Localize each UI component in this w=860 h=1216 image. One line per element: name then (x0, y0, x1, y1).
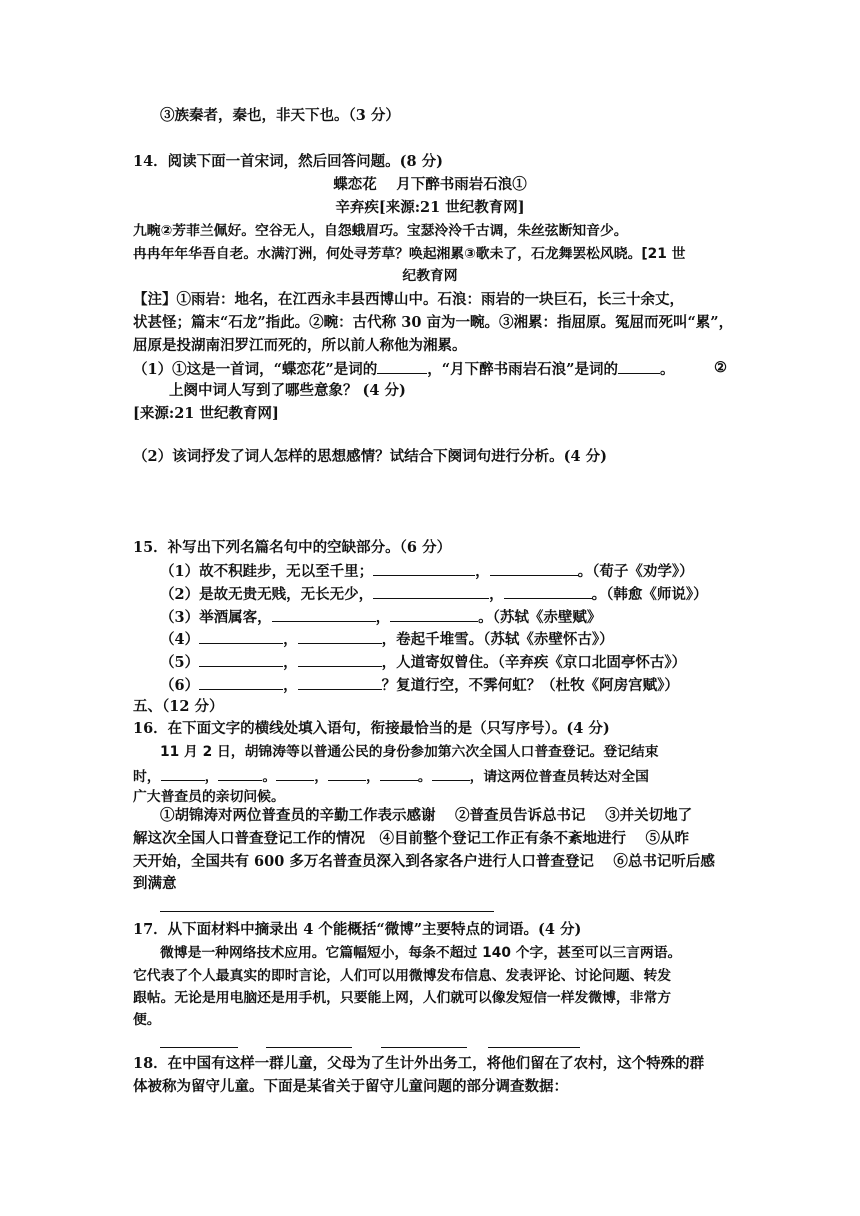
q17-answer-line-3[interactable] (381, 1047, 467, 1048)
period: 。 (262, 769, 277, 785)
source-note: [来源:21 世纪教育网] (133, 405, 279, 422)
q15-item-4 (160, 628, 614, 650)
q14-sub1-marker-2: ② (714, 359, 727, 376)
q17-answer-line-2[interactable] (266, 1047, 352, 1048)
q15-item-4-text: ，卷起千堆雪。（苏轼《赤壁怀古》） (381, 631, 614, 648)
answer-blank[interactable] (373, 583, 489, 599)
q16-option-line-1: ①胡锦涛对两位普查员的辛勤工作表示感谢 ②普查员告诉总书记 ③并关切地了 (160, 807, 693, 824)
answer-blank[interactable] (377, 358, 427, 374)
q16-prompt: 16．在下面文字的横线处填入语句，衔接最恰当的是（只写序号）。(4 分) (133, 720, 610, 737)
poem-line-2: 冉冉年年华吾自老。水满汀洲，何处寻芳草？唤起湘累③歌未了，石龙舞罢松风晓。[21 世 (133, 246, 686, 262)
q17-answer-line-4[interactable] (488, 1047, 580, 1048)
q15-item-1-source: 。（荀子《劝学》） (577, 563, 694, 580)
answer-blank[interactable] (432, 765, 470, 781)
q15-item-2-source: 。（韩愈《师说》） (591, 586, 708, 603)
q16-option-line-3: 天开始，全国共有 600 多万名普查员深入到各家各户进行人口普查登记 ⑥总书记听后感 (133, 853, 715, 870)
answer-blank[interactable] (390, 606, 478, 622)
q15-item-3 (160, 606, 601, 628)
q15-item-6 (160, 674, 679, 696)
q16-text-line-3: 广大普查员的亲切问候。 (133, 789, 285, 805)
q15-item-2-text: （2）是故无贵无贱，无长无少， (160, 586, 374, 603)
q15-item-6-label: （6） (160, 677, 200, 694)
answer-blank[interactable] (328, 765, 366, 781)
poem-author: 辛弃疾[来源:21 世纪教育网] (335, 199, 525, 216)
comma: ， (314, 769, 328, 785)
q17-prompt: 17．从下面材料中摘录出 4 个能概括“微博”主要特点的词语。(4 分) (133, 921, 582, 938)
q15-item-4-label: （4） (160, 631, 200, 648)
q16-answer-line[interactable] (160, 911, 494, 912)
answer-blank[interactable] (199, 674, 283, 690)
q15-item-1 (160, 560, 694, 582)
poem-note-line-3: 屈原是投湖南汨罗江而死的，所以前人称他为湘累。 (133, 337, 467, 354)
poem-line-3: 纪教育网 (402, 268, 458, 284)
answer-blank[interactable] (373, 560, 475, 576)
answer-blank[interactable] (298, 628, 382, 644)
q14-sub1-line-1 (133, 358, 674, 380)
q15-item-3-source: 。（苏轼《赤壁赋》 (478, 609, 602, 626)
q16-text-line-2 (133, 765, 649, 787)
answer-blank[interactable] (490, 560, 578, 576)
q14-sub1-text-a: （1）①这是一首词，“蝶恋花”是词的 (133, 361, 378, 378)
q17-answer-line-1[interactable] (160, 1047, 238, 1048)
q17-text-line-2: 它代表了个人最真实的即时言论，人们可以用微博发布信息、发表评论、讨论问题、转发 (133, 968, 672, 984)
poem-note-line-2: 状甚怪；篇末“石龙”指此。②畹：古代称 30 亩为一畹。③湘累：指屈原。冤屈而死叫“累”， (133, 314, 734, 331)
q16-text-line-2-start: 时， (133, 769, 161, 785)
period: 。 (417, 769, 432, 785)
q15-prompt: 15．补写出下列名篇名句中的空缺部分。（6 分） (133, 539, 452, 556)
comma: ， (204, 769, 219, 785)
q15-item-5-text: ，人道寄奴曾住。（辛弃疾《京口北固亭怀古》） (381, 654, 687, 671)
q14-sub1-text-b: ，“月下醉书雨岩石浪”是词的 (427, 361, 618, 378)
q14-sub2: （2）该词抒发了词人怎样的思想感情？试结合下阕词句进行分析。(4 分) (133, 448, 607, 465)
q17-text-line-4: 便。 (133, 1012, 161, 1028)
answer-blank[interactable] (272, 606, 376, 622)
q17-text-line-1: 微博是一种网络技术应用。它篇幅短小，每条不超过 140 个字，甚至可以三言两语。 (160, 945, 682, 961)
answer-blank[interactable] (380, 765, 418, 781)
answer-blank[interactable] (618, 358, 660, 374)
comma: ， (283, 677, 298, 694)
q16-text-line-2-end: ，请这两位普查员转达对全国 (469, 769, 649, 785)
q14-prompt: 14．阅读下面一首宋词，然后回答问题。(8 分) (133, 153, 444, 170)
q15-item-2 (160, 583, 708, 605)
comma: ， (283, 631, 298, 648)
q15-item-5 (160, 651, 686, 673)
poem-note-line-1: 【注】①雨岩：地名，在江西永丰县西博山中。石浪：雨岩的一块巨石，长三十余丈， (133, 291, 684, 308)
answer-blank[interactable] (199, 628, 283, 644)
answer-blank[interactable] (218, 765, 262, 781)
q15-item-5-label: （5） (160, 654, 200, 671)
answer-blank[interactable] (298, 651, 382, 667)
answer-blank[interactable] (276, 765, 314, 781)
q18-line-1: 18．在中国有这样一群儿童，父母为了生计外出务工，将他们留在了农村，这个特殊的群 (133, 1055, 705, 1072)
comma: ， (375, 609, 391, 626)
comma: ， (475, 563, 490, 580)
comma: ， (283, 654, 298, 671)
q15-item-6-text: ？复道行空，不霁何虹？（杜牧《阿房宫赋》） (381, 677, 679, 694)
comma: ， (489, 586, 504, 603)
q16-option-line-4: 到满意 (133, 875, 177, 892)
answer-blank[interactable] (161, 765, 205, 781)
poem-title: 蝶恋花 月下醉书雨岩石浪① (333, 176, 527, 193)
q16-option-line-2: 解这次全国人口普查登记工作的情况 ④目前整个登记工作正有条不紊地进行 ⑤从昨 (133, 830, 690, 847)
answer-blank[interactable] (199, 651, 283, 667)
comma: ， (365, 769, 380, 785)
answer-blank[interactable] (298, 674, 382, 690)
section-heading: 五、（12 分） (133, 698, 224, 715)
q15-item-3-text: （3）举酒属客， (160, 609, 272, 626)
q13-item-3: ③族秦者，秦也，非天下也。（3 分） (160, 107, 400, 124)
q17-text-line-3: 跟帖。无论是用电脑还是用手机，只要能上网，人们就可以像发短信一样发微博，非常方 (133, 990, 672, 1006)
q14-sub1-text-c: 。 (659, 361, 675, 378)
q14-sub1-line-2: 上阕中词人写到了哪些意象？ (4 分) (169, 382, 406, 399)
q15-item-1-text: （1）故不积跬步，无以至千里； (160, 563, 374, 580)
q16-text-line-1: 11 月 2 日，胡锦涛等以普通公民的身份参加第六次全国人口普查登记。登记结束 (160, 744, 659, 760)
answer-blank[interactable] (504, 583, 592, 599)
q18-line-2: 体被称为留守儿童。下面是某省关于留守儿童问题的部分调查数据： (133, 1078, 568, 1095)
poem-line-1: 九畹②芳菲兰佩好。空谷无人，自怨蛾眉巧。宝瑟泠泠千古调，朱丝弦断知音少。 (133, 223, 628, 239)
